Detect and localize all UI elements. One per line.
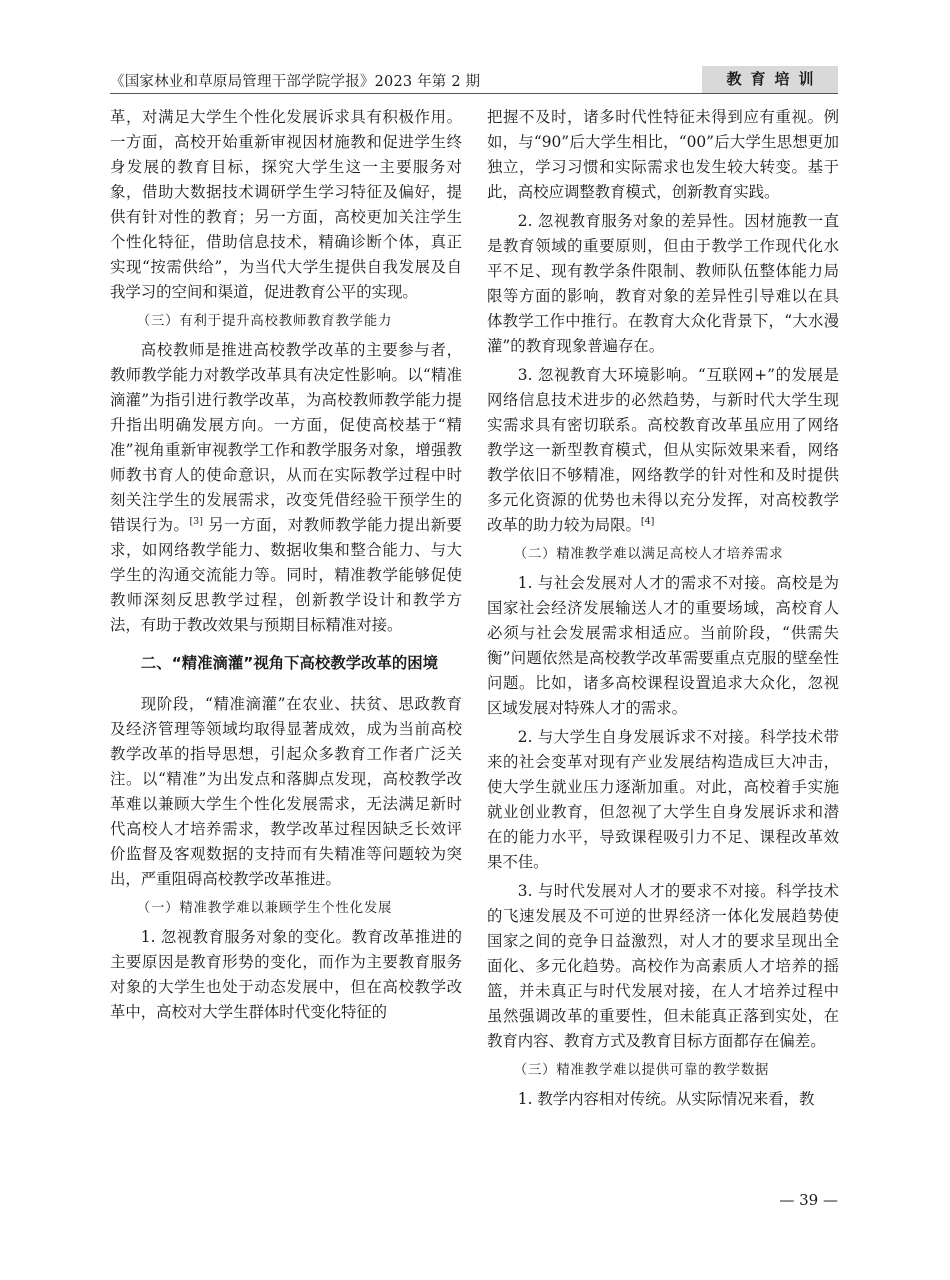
subsection-heading: （三）精准教学难以提供可靠的教学数据 xyxy=(513,1063,770,1078)
paragraph: 3. 与时代发展对人才的要求不对接。科学技术的飞速发展及不可逆的世界经济一体化发展趋势使国家之间的竞争日益激烈，对人才的要求呈现出全面化、多元化趋势。高校作为高素质人才培养的摇篮，并未真正与时代发展对接，在人才培养过程中虽然强调改革的重要性，但未能真正落到实处，在教育内容、教育方式及教育目标方面都存在偏差。 xyxy=(487,882,839,1050)
header-rule xyxy=(110,93,838,94)
paragraph xyxy=(110,338,462,638)
citation: [3] xyxy=(189,515,203,527)
citation: [4] xyxy=(640,515,655,527)
paragraph: 现阶段，“精准滴灌”在农业、扶贫、思政教育及经济管理等领域均取得显著成效，成为当前高校教学改革的指导思想，引起众多教育工作者广泛关注。以“精准”为出发点和落脚点发现，高校教学改革难以兼顾大学生个性化发展需求，无法满足新时代高校人才培养需求，教学改革过程因缺乏长效评价监督及客观数据的支持而有失精准等问题较为突出，严重阻碍高校教学改革推进。 xyxy=(110,695,462,888)
subsection-heading: （二）精准教学难以满足高校人才培养需求 xyxy=(513,547,784,562)
paragraph xyxy=(487,363,839,538)
paragraph: 把握不及时，诸多时代性特征未得到应有重视。例如，与“90”后大学生相比，“00”后大学生思想更加独立，学习习惯和实际需求也发生较大转变。基于此，高校应调整教育模式，创新教育实践。 xyxy=(487,108,839,201)
paragraph: 2. 忽视教育服务对象的差异性。因材施教一直是教育领域的重要原则，但由于教学工作现代化水平不足、现有教学条件限制、教师队伍整体能力局限等方面的影响，教育对象的差异性引导难以在具体教学工作中推行。在教育大众化背景下，“大水漫灌”的教育现象普遍存在。 xyxy=(487,212,839,355)
section-tag: 教育培训 xyxy=(702,66,838,93)
paragraph-text: 另一方面，对教师教学能力提出新要求，如网络教学能力、数据收集和整合能力、与大学生的沟通交流能力等。同时，精准教学能够促使教师深刻反思教学过程，创新教学设计和教学方法，有助于教改效果与预期目标精准对接。 xyxy=(110,516,462,634)
running-header xyxy=(110,66,838,98)
page-number: — 39 — xyxy=(779,1191,838,1209)
paragraph-text: 3. 忽视教育大环境影响。“互联网+”的发展是网络信息技术进步的必然趋势，与新时代大学生现实需求具有密切联系。高校教育改革虽应用了网络教学这一新型教育模式，但从实际效果来看，网络教学依旧不够精准，网络教学的针对性和及时提供多元化资源的优势也未得以充分发挥，对高校教学改革的助力较为局限。 xyxy=(487,366,839,534)
paragraph: 2. 与大学生自身发展诉求不对接。科学技术带来的社会变革对现有产业发展结构造成巨大冲击，使大学生就业压力逐渐加重。对此，高校着手实施就业创业教育，但忽视了大学生自身发展诉求和潜在的能力水平，导致课程吸引力不足、课程改革效果不佳。 xyxy=(487,728,839,871)
paragraph: 1. 教学内容相对传统。从实际情况来看，教 xyxy=(517,1090,815,1108)
paragraph: 1. 忽视教育服务对象的变化。教育改革推进的主要原因是教育形势的变化，而作为主要教育服务对象的大学生也处于动态发展中，但在高校教学改革中，高校对大学生群体时代变化特征的 xyxy=(110,928,462,1021)
subsection-heading: （三）有利于提升高校教师教育教学能力 xyxy=(136,314,393,329)
journal-title: 《国家林业和草原局管理干部学院学报》2023 年第 2 期 xyxy=(110,74,481,90)
right-column xyxy=(487,105,839,1116)
paragraph: 1. 与社会发展对人才的需求不对接。高校是为国家社会经济发展输送人才的重要场域，高校育人必须与社会发展需求相适应。当前阶段，“供需失衡”问题依然是高校教学改革需要重点克服的壁垒性问题。比如，诸多高校课程设置追求大众化，忽视区域发展对特殊人才的需求。 xyxy=(487,574,839,717)
left-column xyxy=(110,105,462,1029)
section-heading: 二、“精准滴灌”视角下高校教学改革的困境 xyxy=(140,654,439,672)
paragraph-text: 高校教师是推进高校教学改革的主要参与者，教师教学能力对教学改革具有决定性影响。以“精准滴灌”为指引进行教学改革，为高校教师教学能力提升指出明确发展方向。一方面，促使高校基于“精准”视角重新审视教学工作和教学服务对象，增强教师教书育人的使命意识，从而在实际教学过程中时刻关注学生的发展需求，改变凭借经验干预学生的错误行为。 xyxy=(110,341,462,534)
paragraph: 革，对满足大学生个性化发展诉求具有积极作用。一方面，高校开始重新审视因材施教和促进学生终身发展的教育目标，探究大学生这一主要服务对象，借助大数据技术调研学生学习特征及偏好，提供有针对性的教育；另一方面，高校更加关注学生个性化特征，借助信息技术，精确诊断个体，真正实现“按需供给”，为当代大学生提供自我发展及自我学习的空间和渠道，促进教育公平的实现。 xyxy=(110,108,462,301)
subsection-heading: （一）精准教学难以兼顾学生个性化发展 xyxy=(136,901,393,916)
